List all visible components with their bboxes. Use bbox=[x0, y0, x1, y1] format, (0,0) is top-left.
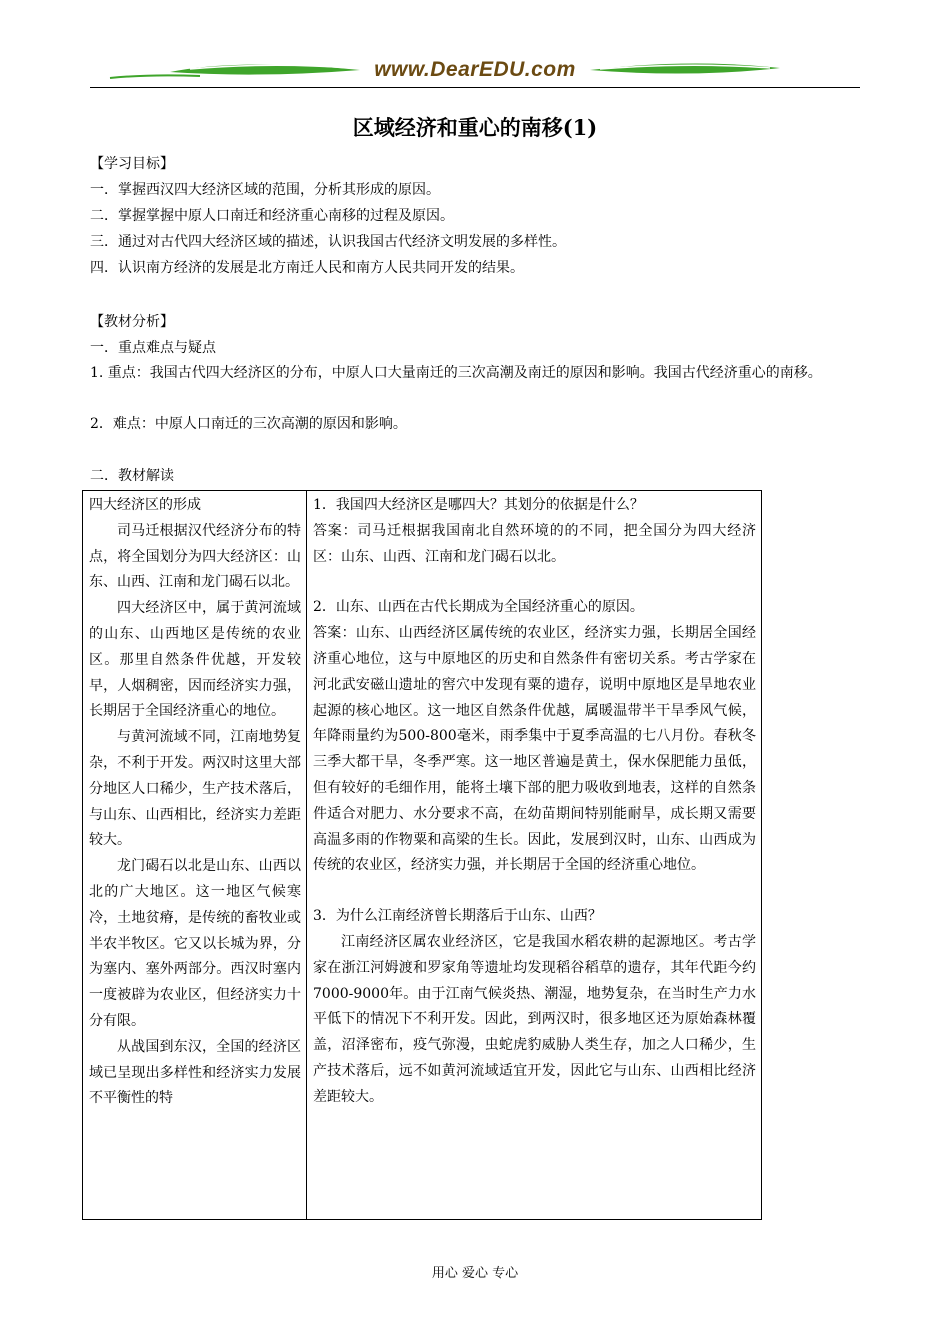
key-point: 1. 重点：我国古代四大经济区的分布，中原人口大量南迁的三次高潮及南迁的原因和影响。我国古代经济重心的南移。 bbox=[90, 365, 822, 381]
goal-item-1: 一．掌握西汉四大经济区域的范围，分析其形成的原因。 bbox=[90, 182, 440, 198]
spacer bbox=[313, 879, 756, 904]
goal-item-2: 二．掌握掌握中原人口南迁和经济重心南移的过程及原因。 bbox=[90, 208, 454, 224]
right-column bbox=[307, 491, 762, 1220]
left-paragraph: 四大经济区中，属于黄河流域的山东、山西地区是传统的农业区。那里自然条件优越，开发较早，人烟稠密，因而经济实力强，长期居于全国经济重心的地位。 bbox=[89, 600, 301, 720]
left-paragraph: 司马迁根据汉代经济分布的特点，将全国划分为四大经济区：山东、山西、江南和龙门碣石以北。 bbox=[89, 522, 301, 591]
difficult-point: 2．难点：中原人口南迁的三次高潮的原因和影响。 bbox=[90, 416, 407, 432]
left-column-title: 四大经济区的形成 bbox=[89, 497, 201, 513]
page-footer: 用心 爱心 专心 bbox=[431, 1266, 519, 1281]
analysis-heading: 【教材分析】 bbox=[90, 314, 174, 330]
interpretation-table bbox=[82, 490, 762, 1220]
spacer bbox=[313, 570, 756, 595]
left-column bbox=[83, 491, 307, 1220]
page-title: 区域经济和重心的南移(1) bbox=[352, 115, 598, 140]
question-3: 3．为什么江南经济曾长期落后于山东、山西？ bbox=[313, 908, 602, 925]
question-2: 2．山东、山西在古代长期成为全国经济重心的原因。 bbox=[313, 599, 644, 616]
site-logo-text: www.DearEDU.com bbox=[374, 58, 576, 81]
analysis-subheading-2: 二．教材解读 bbox=[90, 468, 174, 484]
left-paragraph: 与黄河流域不同，江南地势复杂，不利于开发。两汉时这里大部分地区人口稀少，生产技术落后，与山东、山西相比，经济实力差距较大。 bbox=[89, 729, 301, 849]
goal-item-3: 三．通过对古代四大经济区域的描述，认识我国古代经济文明发展的多样性。 bbox=[90, 234, 566, 250]
left-paragraph: 从战国到东汉，全国的经济区域已呈现出多样性和经济实力发展不平衡性的特 bbox=[89, 1038, 301, 1107]
goal-item-4: 四．认识南方经济的发展是北方南迁人民和南方人民共同开发的结果。 bbox=[90, 260, 524, 276]
site-header bbox=[90, 56, 860, 90]
answer-2: 答案：山东、山西经济区属传统的农业区，经济实力强，长期居全国经济重心地位，这与中原地区的历史和自然条件有密切关系。考古学家在河北武安磁山遗址的窖穴中发现有粟的遗存，说明中原地区是旱地农业起源的核心地区。这一地区自然条件优越，属暖温带半干旱季风气候，年降雨量约为500-800毫米，雨季集中于夏季高温的七八月份。春秋冬三季大都干旱，冬季严寒。这一地区普遍是黄土，保水保肥能力虽低，但有较好的毛细作用，能将土壤下部的肥力吸收到地表，这样的自然条件适合对肥力、水分要求不高，在幼苗期间特别能耐旱，成长期又需要高温多雨的作物粟和高梁的生长。因此，发展到汉时，山东、山西成为传统的农业区，经济实力强，并长期居于全国的经济重心地位。 bbox=[313, 625, 756, 874]
goals-heading: 【学习目标】 bbox=[90, 156, 174, 172]
header-rule bbox=[90, 87, 860, 88]
analysis-subheading-1: 一．重点难点与疑点 bbox=[90, 340, 216, 356]
question-1: 1．我国四大经济区是哪四大？其划分的依据是什么？ bbox=[313, 497, 644, 513]
answer-1: 答案：司马迁根据我国南北自然环境的的不同，把全国分为四大经济区：山东、山西、江南和龙门碣石以北。 bbox=[313, 522, 756, 565]
left-paragraph: 龙门碣石以北是山东、山西以北的广大地区。这一地区气候寒冷，土地贫瘠，是传统的畜牧业或半农半牧区。它又以长城为界，分为塞内、塞外两部分。西汉时塞内一度被辟为农业区，但经济实力十分有限。 bbox=[89, 858, 301, 1029]
answer-3: 江南经济区属农业经济区，它是我国水稻农耕的起源地区。考古学家在浙江河姆渡和罗家角等遗址均发现稻谷稻草的遗存，其年代距今约7000-9000年。由于江南气候炎热、潮湿，地势复杂，在当时生产力水平低下的情况下不利开发。因此，到两汉时，很多地区还为原始森林覆盖，沼泽密布，疫气弥漫，虫蛇虎豹威胁人类生存，加之人口稀少，生产技术落后，远不如黄河流域适宜开发，因此它与山东、山西相比经济差距较大。 bbox=[313, 933, 756, 1105]
